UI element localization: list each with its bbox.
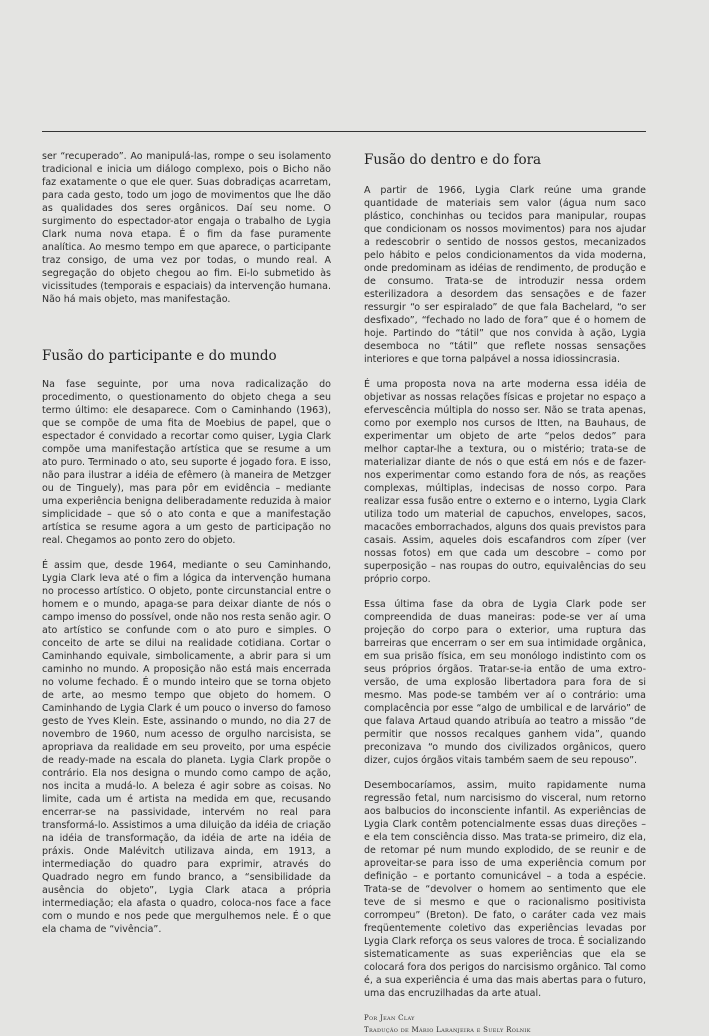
top-rule — [42, 131, 646, 132]
left-paragraph-3: É assim que, desde 1964, mediante o seu Caminhando, Lygia Clark leva até o fim a lógica da intervenção humana no processo artístico. O objeto, ponte circunstancial entre o homem e o mundo, apaga-se para deixar diante de nós o campo imenso do possível, onde não nos resta senão agir. O ato artístico se confunde com o ato puro e simples. O conceito de arte se dilui na realidade cotidiana. Cortar o Caminhando equivale, simbolicamente, a abrir para si um caminho no mundo. A proposição não está mais encerrada no volume fechado. É o mundo inteiro que se torna objeto de arte, ao mesmo tempo que objeto do homem. O Caminhando de Lygia Clark é um pouco o inverso do famoso gesto de Yves Klein. Este, assinando o mundo, no dia 27 de novembro de 1960, num acesso de orgulho narcisista, se apropriava da realidade em seu proveito, por uma espécie de ready-made na escala do planeta. Lygia Clark propõe o contrário. Ela nos designa o mundo como campo de ação, nos incita a mudá-lo. A beleza é agir sobre as coisas. No limite, cada um é artista na medida em que, recusando encerrar-se na passividade, intervém no real para transformá-lo. Assistimos a uma diluição da idéia de criação na idéia de transformação, da idéia de arte na idéia de práxis. Onde Malévitch utilizava ainda, em 1913, a intermediação do quadro para exprimir, através do Quadrado negro em fundo branco, a “sensibilidade da ausência do objeto”, Lygia Clark ataca a própria intermediação; ela afasta o quadro, coloca-nos face a face com o mundo e nos pede que mergulhemos nele. É o que ela chama de “vivência”. — [42, 560, 331, 935]
left-paragraph-1: ser “recuperado”. Ao manipulá-las, rompe o seu isolamento tradicional e inicia um diálogo complexo, pois o Bicho não faz exatamente o que ele quer. Suas dobradiças acarretam, para cada gesto, todo um jogo de movimentos que lhe dão as qualidades dos seres orgânicos. Daí seu nome. O surgimento do espectador-ator engaja o trabalho de Lygia Clark numa nova etapa. É o fim da fase puramente analítica. Ao mesmo tempo em que aparece, o participante traz consigo, de uma vez por todas, o mundo real. A segregação do objeto chegou ao fim. Ei-lo submetido às vicissitudes (temporais e espaciais) da intervenção humana. Não há mais objeto, mas manifestação. — [42, 151, 331, 305]
left-column — [42, 150, 331, 948]
section-heading-participante: Fusão do participante e do mundo — [42, 348, 277, 364]
credit-author: Por Jean Clay — [364, 1014, 415, 1022]
right-column — [364, 150, 646, 1036]
right-paragraph-3: Essa última fase da obra de Lygia Clark pode ser compreendida de duas maneiras: pode-se ver aí uma projeção do corpo para o exterior, uma ruptura das barreiras que encerram o ser em sua intimidade orgânica, em sua prisão física, em seu monólogo indistinto com os seus próprios órgãos. Tratar-se-ia então de uma extro-versão, de uma explosão libertadora para fora de si mesmo. Mas pode-se também ver aí o contrário: uma complacência por esse “algo de umbilical e de larvário” de que falava Artaud quando atribuía ao teatro a missão “de permitir que nossos recalques ganhem vida”, quando preconizava “o mundo dos civilizados orgânicos, quero dizer, cujos órgãos vitais também saem de seu repouso”. — [364, 599, 646, 766]
credit-translation: Tradução de Mário Laranjeira e Suely Rolnik — [364, 1026, 531, 1034]
right-paragraph-1: A partir de 1966, Lygia Clark reúne uma grande quantidade de materiais sem valor (água num saco plástico, conchinhas ou tecidos para manipular, roupas que condicionam os nossos movimentos) para nos ajudar a redescobrir o sentido de nossos gestos, mecanizados pelo hábito e pelos condicionamentos da vida moderna, onde predominam as idéias de rendimento, de produção e de consumo. Trata-se de introduzir nessa ordem esterilizadora a desordem das sensações e de fazer ressurgir “o ser espiralado” de que fala Bachelard, “o ser desfixado”, “fechado no lado de fora” que é o homem de hoje. Partindo do “tátil” que nos convida à ação, Lygia desemboca no “tátil” que reflete nossas sensações interiores e que torna palpável a nossa idiossincrasia. — [364, 185, 646, 365]
left-paragraph-2: Na fase seguinte, por uma nova radicalização do procedimento, o questionamento do objeto chega a seu termo último: ele desaparece. Com o Caminhando (1963), que se compõe de uma fita de Moebius de papel, que o espectador é convidado a recortar como quiser, Lygia Clark compõe uma manifestação artística que se resume a um ato puro. Terminado o ato, seu suporte é jogado fora. E isso, não para ilustrar a idéia de efêmero (à maneira de Metzger ou de Tinguely), mas para pôr em evidência – mediante uma experiência benigna deliberadamente reduzida à maior simplicidade – que só o ato conta e que a manifestação artística se resume agora a um gesto de participação no real. Chegamos ao ponto zero do objeto. — [42, 379, 331, 546]
credits — [364, 1012, 646, 1036]
section-heading-dentro-fora: Fusão do dentro e do fora — [364, 152, 542, 168]
right-paragraph-4: Desembocaríamos, assim, muito rapidamente numa regressão fetal, num narcisismo do visceral, num retorno aos balbucios do inconsciente infantil. As experiências de Lygia Clark contêm potencialmente essas duas direções – e ela tem consciência disso. Mas trata-se primeiro, diz ela, de retomar pé num mundo explodido, de se reunir e de aproveitar-se para isso de uma experiência comum por definição – e portanto comunicável – a toda a espécie. Trata-se de “devolver o homem ao sentimento que ele teve de si mesmo e que o racionalismo positivista corrompeu” (Breton). De fato, o caráter cada vez mais freqüentemente coletivo das experiências levadas por Lygia Clark reforça os seus valores de troca. É socializando sistematicamente as suas experiências que ela se colocará fora dos perigos do narcisismo orgânico. Tal como é, a sua experiência é uma das mais abertas para o futuro, uma das encruzilhadas da arte atual. — [364, 780, 646, 999]
right-paragraph-2: É uma proposta nova na arte moderna essa idéia de objetivar as nossas relações físicas e projetar no espaço a efervescência múltipla do nosso ser. Não se trata apenas, como por exemplo nos cursos de Itten, na Bauhaus, de experimentar um objeto de arte “pelos dedos” para melhor captar-lhe a textura, ou o mistério; trata-se de materializar diante de nós o que está em nós e de fazer-nos experimentar como estando fora de nós, as reações complexas, múltiplas, indecisas de nosso corpo. Para realizar essa fusão entre o externo e o interno, Lygia Clark utiliza todo um material de capuchos, envelopes, sacos, macacões emborrachados, alguns dos quais previstos para casais. Assim, aqueles dois escafandros com zíper (ver nossas fotos) em que cada um descobre – como por superposição – nas roupas do outro, equivalências do seu próprio corpo. — [364, 379, 646, 585]
